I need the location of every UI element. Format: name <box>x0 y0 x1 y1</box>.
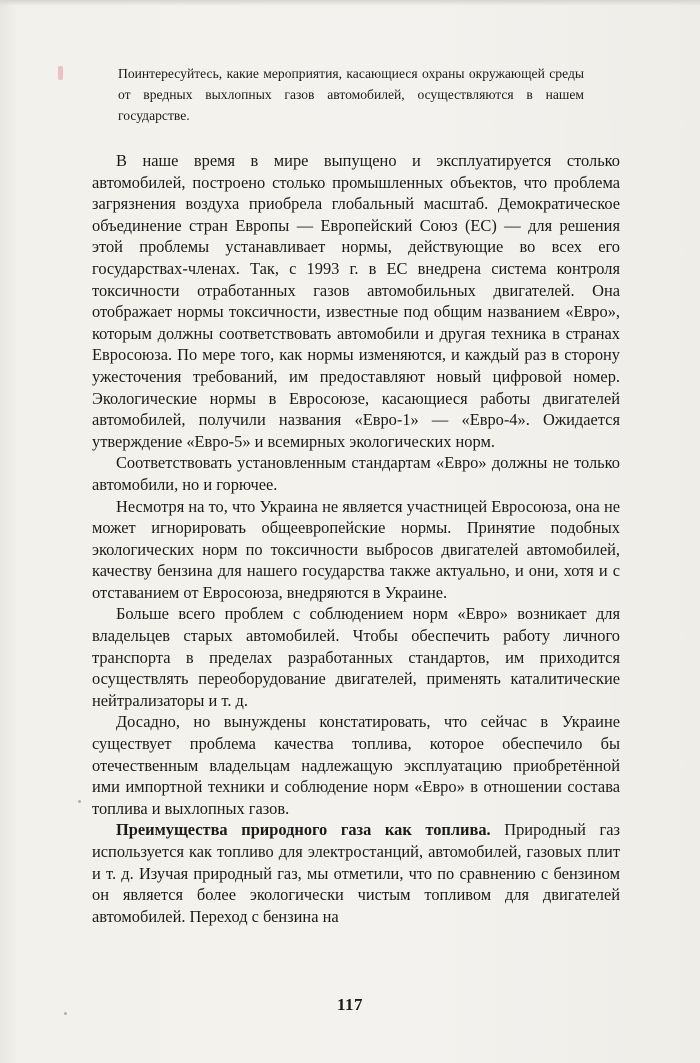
paragraph: Несмотря на то, что Украина не является участницей Евросоюза, она не может игнорировать общеевропейские нормы. Принятие подобных экологических норм по токсичности выбросов двигателей автомобилей, качеству бензина для нашего государства также актуально, и они, хотя и с отставанием от Евросоюза, внедряются в Украине. <box>92 496 620 602</box>
paper-speck <box>78 800 81 803</box>
paper-speck <box>64 1012 67 1015</box>
paragraph-natural-gas <box>92 819 620 927</box>
page-number: 117 <box>336 995 364 1014</box>
section-heading: Преимущества природного газа как топлива. <box>116 820 491 840</box>
paragraph: Соответствовать установленным стандартам «Евро» должны не только автомобили, но и горючее. <box>92 453 620 494</box>
paragraph: Больше всего проблем с соблюдением норм «Евро» возникает для владельцев старых автомобилей. Чтобы обеспечить работу личного транспорта в пределах разработанных стандартов, им приходится осуществлять переоборудование двигателей, применять каталитические нейтрализаторы и т. д. <box>92 604 620 710</box>
margin-mark <box>58 66 63 80</box>
page-top-edge <box>0 0 700 6</box>
paragraph: В наше время в мире выпущено и эксплуатируется столько автомобилей, построено столько промышленных объектов, что проблема загрязнения воздуха приобрела глобальный масштаб. Демократическое объединение стран Европы — Европейский Союз (ЕС) — для решения этой проблемы устанавливает нормы, действующие во всех его государствах-членах. Так, с 1993 г. в ЕС внедрена система контроля токсичности отработанных газов автомобильных двигателей. Она отображает нормы токсичности, известные под общим названием «Евро», которым должны соответствовать автомобили и другая техника в странах Евросоюза. По мере того, как нормы изменяются, и каждый раз в сторону ужесточения требований, им предоставляют новый цифровой номер. Экологические нормы в Евросоюзе, касающиеся работы двигателей автомобилей, получили названия «Евро-1» — «Евро-4». Ожидается утверждение «Евро-5» и всемирных экологических норм. <box>92 151 620 451</box>
paragraph-text: Природный газ используется как топливо для электростанций, автомобилей, газовых плит и т. д. Изучая природный газ, мы отметили, что по сравнению с бензином он является более экологически чистым топливом для двигателей автомобилей. Переход с бензина на <box>92 820 620 926</box>
body-text <box>92 150 620 927</box>
paragraph: Досадно, но вынуждены констатировать, что сейчас в Украине существует проблема качества топлива, которое обеспечило бы отечественным владельцам надлежащую эксплуатацию приобретённой ими импортной техники и соблюдение норм «Евро» в отношении состава топлива и выхлопных газов. <box>92 712 620 818</box>
assignment-text: Поинтересуйтесь, какие мероприятия, касающиеся охраны окружающей среды от вредных выхлопных газов автомобилей, осуществляются в нашем государстве. <box>118 66 584 123</box>
